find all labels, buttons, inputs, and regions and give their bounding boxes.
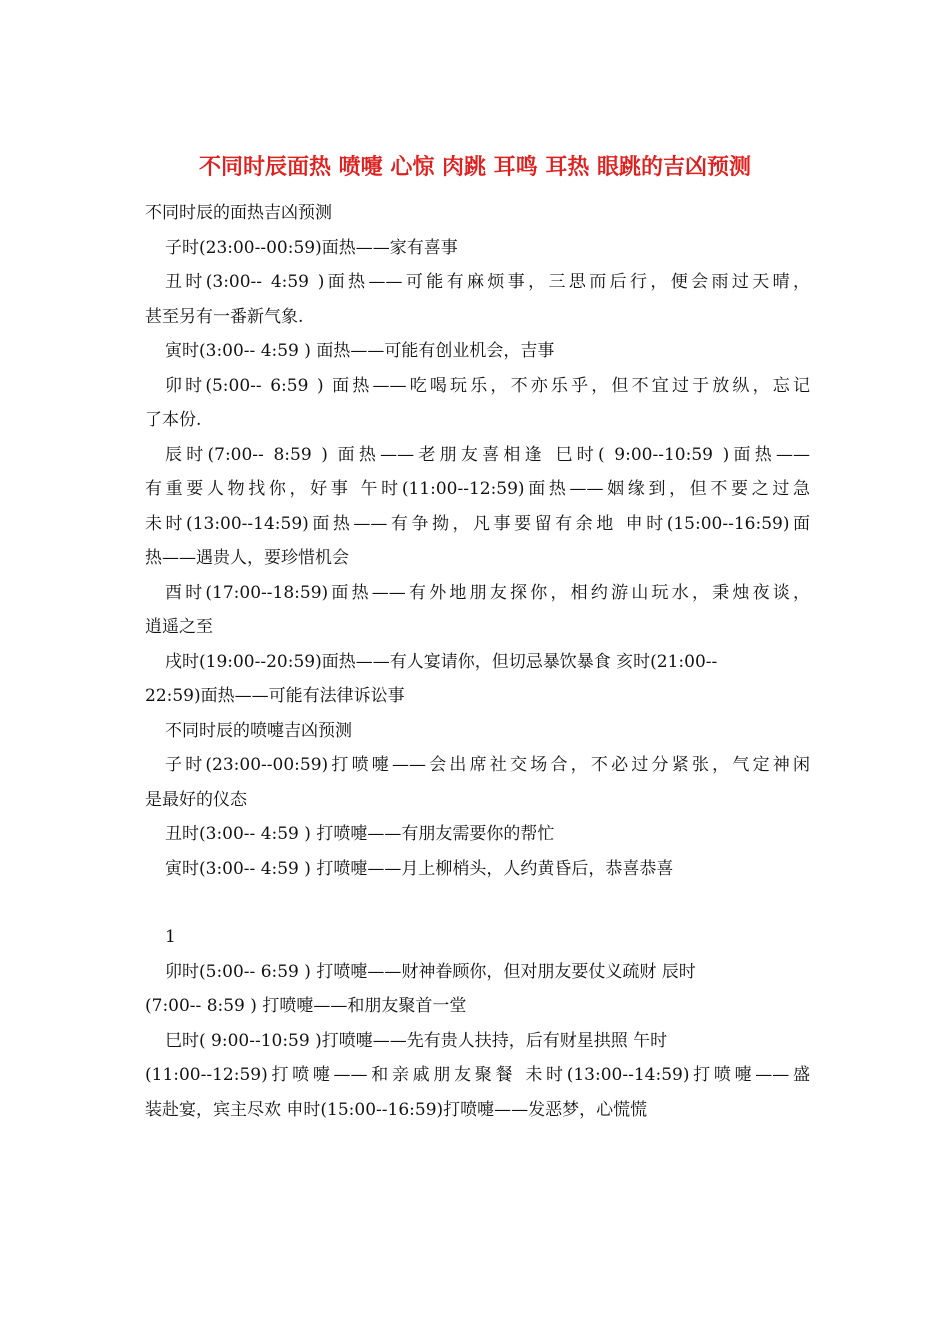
section-heading: 不同时辰的喷嚏吉凶预测: [165, 720, 352, 741]
text-line: 丑时(3:00-- 4:59 )面热——可能有麻烦事，三思而后行，便会雨过天晴，: [165, 272, 810, 292]
text-line: 卯时(5:00-- 6:59 ) 打喷嚏——财神眷顾你，但对朋友要仗义疏财 辰时: [165, 961, 696, 982]
text-line: 是最好的仪态: [145, 789, 247, 810]
text-line: 卯时(5:00-- 6:59 ) 面热——吃喝玩乐，不亦乐乎，但不宜过于放纵，忘记: [165, 375, 810, 396]
text-line: 了本份.: [145, 410, 202, 430]
text-line: 酉时(17:00--18:59)面热——有外地朋友探你，相约游山玩水，秉烛夜谈，: [165, 582, 810, 603]
text-line: 未时(13:00--14:59)面热——有争拗，凡事要留有余地 申时(15:00--16:59)面: [145, 513, 810, 534]
document-title: 不同时辰面热 喷嚏 心惊 肉跳 耳鸣 耳热 眼跳的吉凶预测: [199, 155, 751, 180]
text-line: 有重要人物找你，好事 午时(11:00--12:59)面热——姻缘到，但不要之过急: [145, 479, 810, 499]
text-line: 逍遥之至: [145, 617, 213, 637]
page-break-gap: [145, 886, 810, 920]
text-line: 寅时(3:00-- 4:59 ) 面热——可能有创业机会，吉事: [165, 341, 555, 361]
text-line: (11:00--12:59)打喷嚏——和亲戚朋友聚餐 未时(13:00--14:59)打喷嚏——盛: [145, 1065, 810, 1085]
text-line: 装赴宴，宾主尽欢 申时(15:00--16:59)打喷嚏——发恶梦，心慌慌: [145, 1099, 648, 1120]
text-line: 巳时( 9:00--10:59 )打喷嚏——先有贵人扶持，后有财星拱照 午时: [165, 1030, 668, 1051]
text-line: 热——遇贵人，要珍惜机会: [145, 548, 349, 568]
section-heading: 不同时辰的面热吉凶预测: [145, 203, 332, 223]
text-line: 辰时(7:00-- 8:59 ) 面热——老朋友喜相逢 巳时( 9:00--10:59 )面热——: [165, 444, 810, 465]
text-line: 戌时(19:00--20:59)面热——有人宴请你，但切忌暴饮暴食 亥时(21:00--: [165, 651, 718, 672]
text-line: 子时(23:00--00:59)打喷嚏——会出席社交场合，不必过分紧张，气定神闲: [165, 755, 810, 775]
text-line: 寅时(3:00-- 4:59 ) 打喷嚏——月上柳梢头，人约黄昏后，恭喜恭喜: [165, 858, 674, 879]
text-line: 子时(23:00--00:59)面热——家有喜事: [165, 237, 458, 258]
text-line: 22:59)面热——可能有法律诉讼事: [145, 686, 405, 706]
text-line: (7:00-- 8:59 ) 打喷嚏——和朋友聚首一堂: [145, 996, 467, 1016]
page-number: 1: [165, 927, 176, 947]
text-line: 甚至另有一番新气象.: [145, 306, 304, 327]
text-line: 丑时(3:00-- 4:59 ) 打喷嚏——有朋友需要你的帮忙: [165, 824, 555, 844]
document-body: [145, 196, 810, 1127]
